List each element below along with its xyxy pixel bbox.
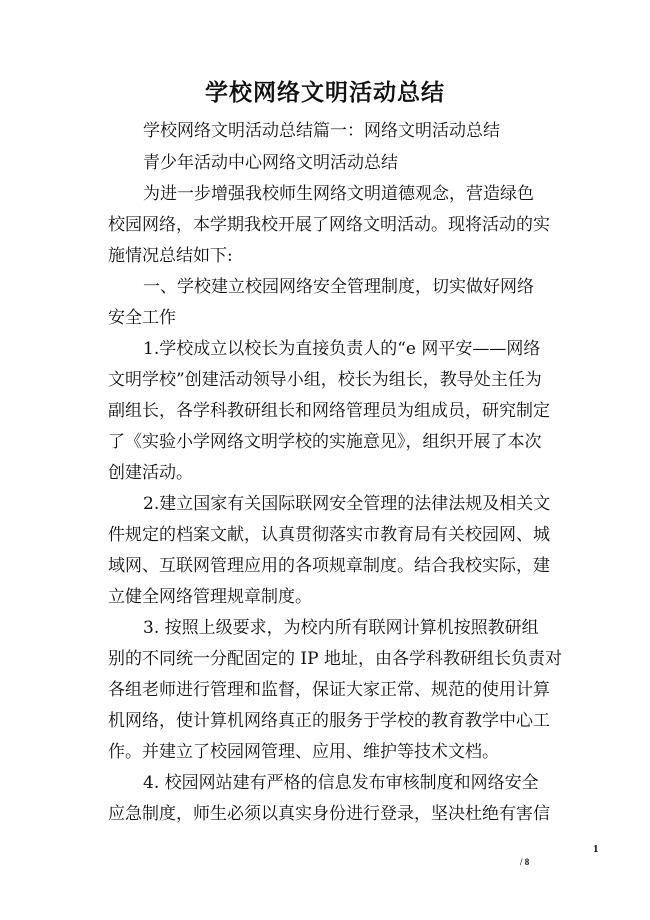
text-line: 别的不同统一分配固定的 IP 地址，由各学科教研组长负责对 — [108, 649, 562, 669]
total-pages: / 8 — [520, 857, 530, 867]
text-line: 一、学校建立校园网络安全管理制度，切实做好网络 — [143, 277, 534, 297]
text-line: 4. 校园网站建有严格的信息发布审核制度和网络安全 — [143, 773, 539, 793]
text-line: 1.学校成立以校长为直接负责人的“e 网平安——网络 — [143, 339, 541, 359]
page-number: 1 — [593, 843, 599, 855]
text-line: 创建活动。 — [108, 463, 193, 483]
text-line: 立健全网络管理规章制度。 — [108, 587, 312, 607]
text-line: 3. 按照上级要求，为校内所有联网计算机按照教研组 — [143, 618, 539, 638]
text-line: 机网络，使计算机网络真正的服务于学校的教育教学中心工 — [108, 711, 550, 731]
text-line: 域网、互联网管理应用的各项规章制度。结合我校实际，建 — [108, 556, 550, 576]
text-line: 文明学校”创建活动领导小组，校长为组长，教导处主任为 — [108, 370, 542, 390]
document-title: 学校网络文明活动总结 — [205, 80, 445, 106]
text-line: 青少年活动中心网络文明活动总结 — [143, 153, 398, 173]
text-line: 副组长，各学科教研组长和网络管理员为组成员，研究制定 — [108, 401, 550, 421]
text-line: 各组老师进行管理和监督，保证大家正常、规范的使用计算 — [108, 680, 550, 700]
text-line: 了《实验小学网络文明学校的实施意见》，组织开展了本次 — [108, 432, 542, 452]
text-line: 作。并建立了校园网管理、应用、维护等技术文档。 — [108, 742, 499, 762]
text-line: 为进一步增强我校师生网络文明道德观念，营造绿色 — [143, 184, 534, 204]
text-line: 安全工作 — [108, 308, 176, 328]
text-line: 件规定的档案文献，认真贯彻落实市教育局有关校园网、城 — [108, 525, 550, 545]
text-line: 应急制度，师生必须以真实身份进行登录，坚决杜绝有害信 — [108, 804, 550, 824]
text-line: 校园网络，本学期我校开展了网络文明活动。现将活动的实 — [108, 215, 550, 235]
text-line: 2.建立国家有关国际联网安全管理的法律法规及相关文 — [143, 494, 551, 514]
text-line: 施情况总结如下: — [108, 246, 233, 266]
text-line: 学校网络文明活动总结篇一：网络文明活动总结 — [143, 121, 500, 141]
